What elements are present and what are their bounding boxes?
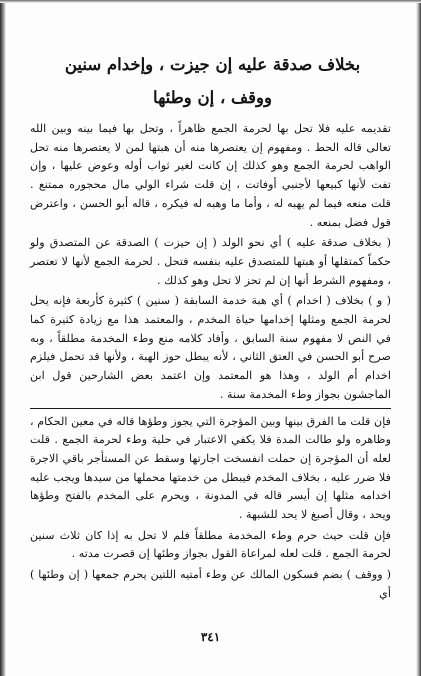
matn-line-1: بخلاف صدقة عليه إن جيزت ، وإخدام سنين — [64, 55, 361, 74]
commentary-paragraph: ( ووقف ) بضم فسكون المالك عن وطء أمتيه اللتين يحرم جمعها ( إن وطئها ) أي — [30, 568, 391, 600]
commentary-paragraph: فإن قلت ما الفرق بينها وبين المؤجرة التي يجوز وطؤها قاله في معين الحكام ، وظاهره ولو طالت المدة فلا يكفي الاعتبار في حلية وطء لحرمة الجمع . قلت لعله أن المؤجرة إن حملت انفسخت اجارتها وسقط عن المستأجر باقي الاجرة فلا ضرر عليه ، بخلاف المخدم فيبطل من خدمتها محملها من سيدها ويجب عليه اخدامه مثلها إن أيسر قاله في المدونة ، ويحرم على المخدم بالفتح وطؤها ويحد ، وقال أصبغ لا يحد للشبهة . — [30, 414, 391, 522]
scan-edge-right — [416, 0, 421, 676]
matn-line-2: ووقف ، إن وطئها — [153, 88, 272, 107]
scan-edge-left — [0, 0, 6, 676]
scan-edge-top — [0, 0, 421, 3]
commentary-paragraph: ( و ) بخلاف ( اخدام ) أي هبة خدمة السابقة ( سنين ) كثيرة كأربعة فإنه يحل لحرمة الجمع ومثلها إخدامها حياة المخدم ، والمعتمد هذا مع زيادة كثيرة كما في النص لا مفهوم سنة السابق ، وأفاد كلامه منع وطء المخدمة مطلقاً ، وبه صرح أبو الحسن في العتق الثاني ، لأنه يبطل حوز الهبة ، ولأنها قد تحمل فيلزم اخدام أم الولد ، وهذا هو المعتمد وإن اعتمد بعض الشارحين قول ابن الماجشون بجواز وطء المخدمة سنة . — [30, 294, 391, 401]
commentary-paragraph: تقديمه عليه فلا تحل بها لحرمة الجمع ظاهراً ، وتحل بها فيما بينه وبين الله تعالى قاله الحط . ومفهوم إن يعتصرها منه أن هبتها لمن لا يعتصرها منه تحل الواهب لحرمة الجمع وهو كذلك إن كانت لغير ثواب أوله وعوض عليها ، وإن تفت لأنها كبيعها لأجنبي أوفاتت ، إن قلت شراء الولي مال محجوره ممتنع . قلت منعه فيما لم يهبه له ، وأما ما وهبه له فيكره ، قاله أبو الحسن ، واعترض قول فضل بمنعه . — [30, 122, 391, 229]
commentary-body — [30, 120, 391, 620]
section-divider — [30, 408, 391, 409]
page-number: ٣٤١ — [200, 630, 221, 644]
commentary-paragraph: ( بخلاف صدقة عليه ) أي نحو الولد ( إن حيزت ) الصدقة عن المتصدق ولو حكماً كمتقلها أو هبتها للمتصدق عليه بنفسه فتحل . لحرمة الجمع لأنها لا تعتصر ، ومفهوم الشرط أنها إن لم تحز لا تحل وهو كذلك . — [30, 236, 391, 287]
matn-header — [40, 48, 385, 114]
commentary-paragraph: فإن قلت حيث حرم وطء المخدمة مطلقاً فلم لا تحل به إذا كان ثلاث سنين لحرمة الجمع . قلت لعله لمراعاة القول بجواز وطئها إن قصرت مدته . — [30, 528, 391, 561]
